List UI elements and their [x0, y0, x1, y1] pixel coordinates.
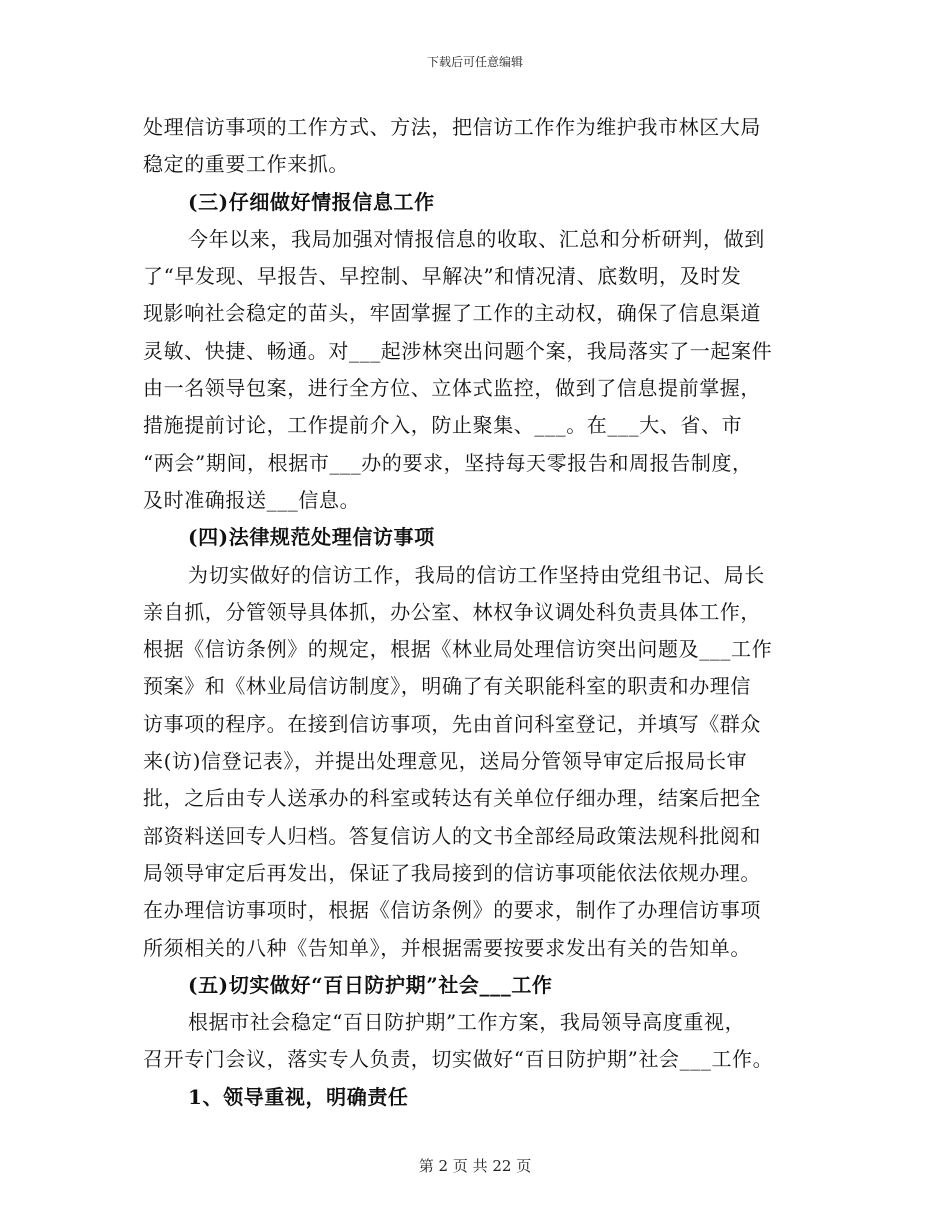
body-line: 根据《信访条例》的规定，根据《林业局处理信访突出问题及___工作	[143, 637, 773, 662]
section-heading-3: (三)仔细做好情报信息工作	[188, 189, 435, 214]
body-line: 稳定的重要工作来抓。	[143, 152, 349, 177]
body-line: 现影响社会稳定的苗头，牢固掌握了工作的主动权，确保了信息渠道	[143, 301, 761, 326]
body-line: 由一名领导包案，进行全方位、立体式监控，做到了信息提前掌握，	[143, 376, 761, 401]
section-heading-4: (四)法律规范处理信访事项	[188, 525, 435, 550]
body-line: 召开专门会议，落实专人负责，切实做好“百日防护期”社会___工作。	[143, 1047, 774, 1072]
body-line: 灵敏、快捷、畅通。对___起涉林突出问题个案，我局落实了一起案件	[143, 338, 773, 363]
body-line: 预案》和《林业局信访制度》，明确了有关职能科室的职责和办理信	[143, 674, 751, 699]
body-line: 局领导审定后再发出，保证了我局接到的信访事项能依法依规办理。	[143, 860, 761, 885]
page-number: 第 2 页 共 22 页	[418, 1157, 532, 1175]
body-line: 来(访)信登记表》，并提出处理意见，送局分管领导审定后报局长审	[143, 749, 748, 774]
body-line: “两会”期间，根据市___办的要求，坚持每天零报告和周报告制度，	[143, 450, 753, 475]
document-body	[143, 109, 818, 1116]
body-line: 部资料送回专人归档。答复信访人的文书全部经局政策法规科批阅和	[143, 823, 761, 848]
page-header: 下载后可任意编辑	[426, 55, 523, 69]
body-line: 在办理信访事项时，根据《信访条例》的要求，制作了办理信访事项	[143, 898, 761, 923]
body-line: 为切实做好的信访工作，我局的信访工作坚持由党组书记、局长	[188, 562, 765, 587]
section-heading-5: (五)切实做好“百日防护期”社会___工作	[188, 972, 553, 997]
body-line: 访事项的程序。在接到信访事项，先由首问科室登记，并填写《群众	[143, 711, 761, 736]
subsection-heading-1: 1、领导重视，明确责任	[188, 1084, 409, 1109]
body-line: 批，之后由专人送承办的科室或转达有关单位仔细办理，结案后把全	[143, 786, 761, 811]
body-line: 及时准确报送___信息。	[143, 487, 361, 512]
body-line: 处理信访事项的工作方式、方法，把信访工作作为维护我市林区大局	[143, 115, 761, 139]
body-line: 措施提前讨论，工作提前介入，防止聚集、___。在___大、省、市	[143, 413, 743, 438]
body-line: 亲自抓，分管领导具体抓，办公室、林权争议调处科负责具体工作，	[143, 599, 761, 624]
body-line: 所须相关的八种《告知单》，并根据需要按要求发出有关的告知单。	[143, 935, 751, 960]
body-line: 根据市社会稳定“百日防护期”工作方案，我局领导高度重视，	[188, 1010, 746, 1035]
body-line: 了“早发现、早报告、早控制、早解决”和情况清、底数明，及时发	[143, 264, 742, 289]
body-line: 今年以来，我局加强对情报信息的收取、汇总和分析研判，做到	[188, 226, 765, 251]
